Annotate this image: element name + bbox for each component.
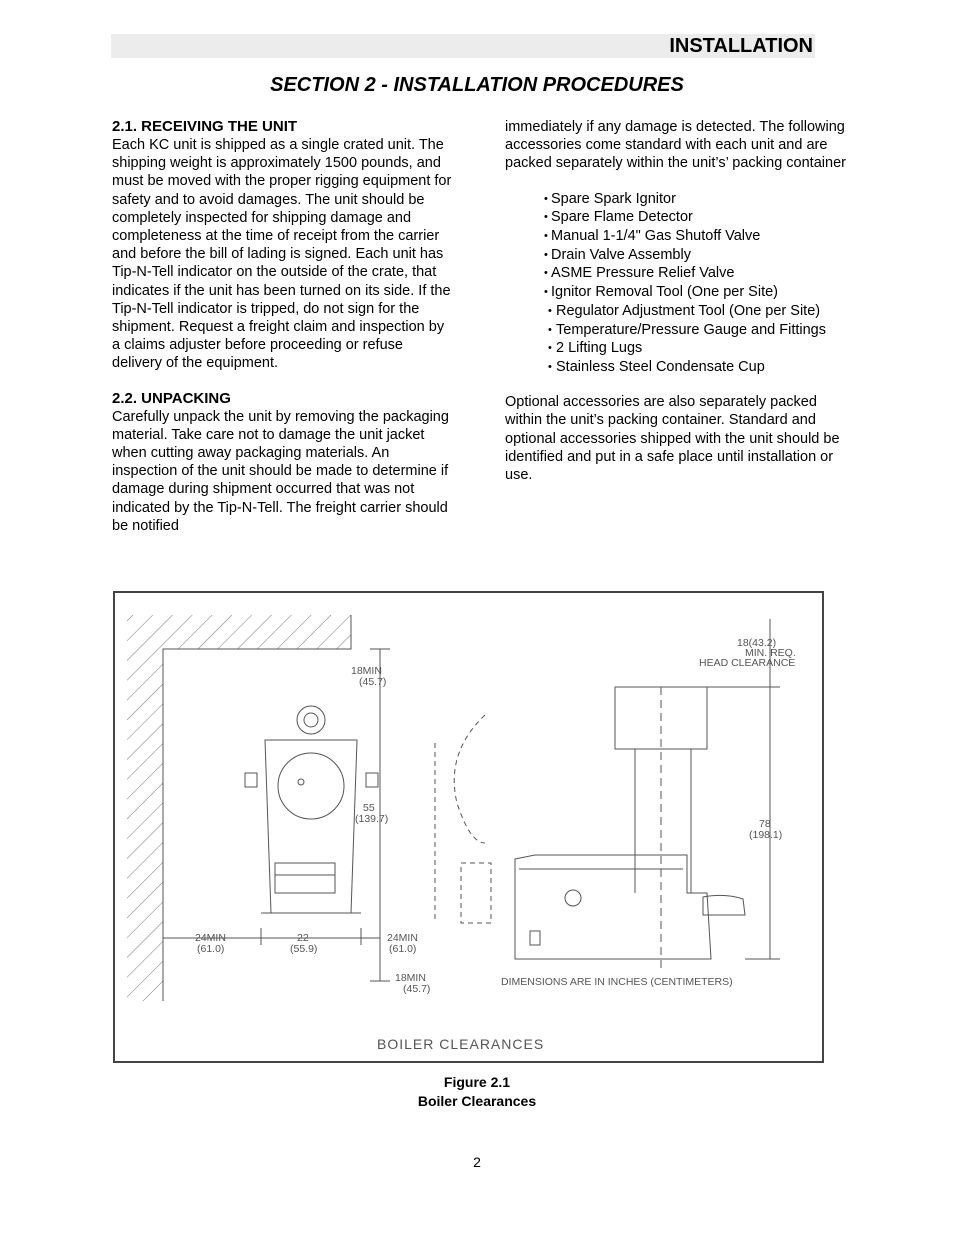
- boiler-clearance-drawing: [115, 593, 822, 1061]
- list-item: • Manual 1-1/4" Gas Shutoff Valve: [544, 227, 850, 245]
- dim-right-label: 24MIN: [387, 932, 418, 944]
- section-title: SECTION 2 - INSTALLATION PROCEDURES: [270, 74, 684, 96]
- list-item: • Stainless Steel Condensate Cup: [544, 358, 850, 376]
- list-item: • Spare Spark Ignitor: [544, 190, 850, 208]
- dim-bottom-label: 18MIN: [395, 972, 426, 984]
- header-bar: [111, 34, 815, 58]
- dim-width-cm-label: (55.9): [290, 943, 318, 955]
- figure-caption-number: Figure 2.1: [443, 1074, 511, 1090]
- list-item: • Spare Flame Detector: [544, 208, 850, 226]
- left-column: [112, 118, 452, 535]
- unpacking-body: Carefully unpack the unit by removing the packaging material. Take care not to damage the unit jacket when cutting away packaging materials. An inspection of the unit should be made to determine if damage during shipment occurred that was not indicated by the Tip-N-Tell. The freight carrier should be notified: [112, 408, 449, 534]
- accessory-list: [505, 190, 850, 377]
- units-note: DIMENSIONS ARE IN INCHES (CENTIMETERS): [501, 976, 733, 988]
- drawing-title: BOILER CLEARANCES: [377, 1036, 545, 1052]
- dim-bottom-cm-label: (45.7): [403, 983, 431, 995]
- list-item: • Ignitor Removal Tool (One per Site): [544, 283, 850, 301]
- dim-height-cm-label: (139.7): [355, 813, 389, 825]
- unpacking-continued: immediately if any damage is detected. The following accessories come standard with each unit and are packed separately within the unit’s’ packing container: [505, 119, 846, 172]
- list-item: • Regulator Adjustment Tool (One per Site): [544, 302, 850, 320]
- right-column: [505, 118, 850, 484]
- list-item: • Drain Valve Assembly: [544, 246, 850, 264]
- optional-accessories-text: Optional accessories are also separately packed within the unit’s packing container. Standard and optional accessories shipped with the unit should be identified and put in a safe place until installation or use.: [505, 394, 840, 483]
- dim-total-cm-label: (198.1): [749, 829, 783, 841]
- dim-total-label: 78: [759, 818, 771, 830]
- figure-frame: [113, 591, 824, 1063]
- head-clearance-value: 18(43.2): [737, 637, 777, 649]
- figure-caption-title: Boiler Clearances: [417, 1093, 537, 1109]
- receiving-heading: 2.1. RECEIVING THE UNIT: [112, 118, 298, 135]
- boiler-side-view: [515, 687, 745, 973]
- receiving-body: Each KC unit is shipped as a single crated unit. The shipping weight is approximately 1500 pounds, and must be moved with the proper rigging equipment for safety and to avoid damages. The unit should be completely inspected for shipping damage and completeness at the time of receipt from the carrier and before the bill of lading is signed. Each unit has Tip-N-Tell indicator on the outside of the crate, that indicates if the unit has been turned on its side. If the Tip-N-Tell indicator is tripped, do not sign for the shipment. Request a freight claim and inspection by a claims adjuster before proceeding or refuse delivery of the equipment.: [112, 137, 452, 372]
- dim-height-label: 55: [363, 802, 375, 814]
- head-clearance-label: HEAD CLEARANCE: [699, 657, 796, 669]
- list-item: • 2 Lifting Lugs: [544, 339, 850, 357]
- head-clearance-min: MIN. REQ.: [745, 647, 796, 659]
- dim-left-label: 24MIN: [195, 932, 226, 944]
- boiler-front-view: [245, 706, 378, 913]
- list-item: • ASME Pressure Relief Valve: [544, 264, 850, 282]
- dim-width-label: 22: [297, 932, 309, 944]
- list-item: • Temperature/Pressure Gauge and Fittings: [544, 321, 850, 339]
- unpacking-heading: 2.2. UNPACKING: [112, 389, 231, 407]
- dim-top-label: 18MIN: [351, 665, 382, 677]
- dim-top-cm-label: (45.7): [359, 676, 387, 688]
- dim-left-cm-label: (61.0): [197, 943, 225, 955]
- page-number: 2: [473, 1154, 481, 1170]
- dim-right-cm-label: (61.0): [389, 943, 417, 955]
- header-title: INSTALLATION: [669, 35, 813, 57]
